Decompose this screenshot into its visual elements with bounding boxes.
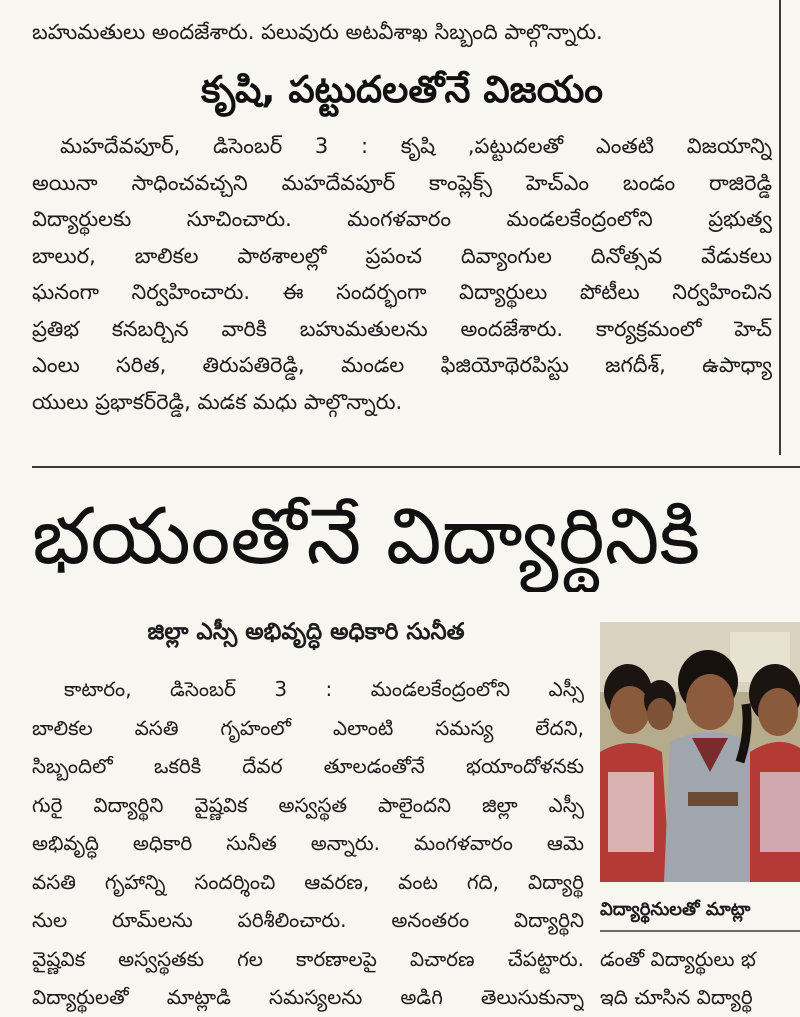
article2-line: కాటారం, డిసెంబర్ 3 : మండలకేంద్రంలోని ఎస్సీ	[64, 677, 584, 701]
article2-headline: భయంతోనే విద్యార్థినికి	[32, 492, 701, 582]
students-photo-illustration	[600, 622, 800, 882]
article2-line: విద్యార్థులతో మాట్లాడి సమస్యలను అడిగి తెలుసుకున్నా	[32, 985, 584, 1009]
article1-line: విద్యార్థులకు సూచించారు. మంగళవారం మండలకేంద్రంలోని ప్రభుత్వ	[32, 207, 772, 231]
article2-line: నుల రూమ్‌లను పరిశీలించారు. అనంతరం విద్యార్థిని	[32, 908, 584, 932]
article1-headline: కృషి, పట్టుదలతోనే విజయం	[200, 68, 604, 111]
article2-line: వైష్ణవిక అస్వస్థతకు గల కారణాలపై విచారణ చేపట్టారు.	[32, 946, 584, 971]
photo-caption: విద్యార్థినులతో మాట్లా	[600, 890, 800, 932]
article1-line: అయినా సాధించవచ్చని మహదేవపూర్ కాంప్లెక్స్ హెచ్‌ఎం బండం రాజిరెడ్డి	[32, 170, 772, 195]
article2-line: బాలికల వసతి గృహంలో ఎలాంటి సమస్య లేదని,	[32, 715, 584, 740]
article2-line: వసతి గృహాన్ని సందర్శించి ఆవరణ, వంట గది, విద్యార్థి	[32, 869, 584, 894]
article2-line: అభివృద్ధి అధికారి సునీత అన్నారు. మంగళవారం ఆమె	[32, 831, 584, 855]
article1-body	[32, 128, 772, 420]
side-column-line: ఇది చూసిన విద్యార్థి	[600, 985, 753, 1009]
article2-line: గురై విద్యార్థిని వైష్ణవిక అస్వస్థత పాలైందని జిల్లా ఎస్సీ	[32, 792, 584, 817]
column-rule	[779, 0, 781, 455]
side-column-line: డంతో విద్యార్థులు భ	[600, 947, 756, 971]
article1-line: ఎంలు సరిత, తిరుపతిరెడ్డి, మండల ఫిజియోథెరపిస్టు జగదీశ్, ఉపాధ్యా	[32, 353, 772, 377]
article2-line: సిబ్బందిలో ఒకరికి దేవర తూలడంతోనే భయాందోళనకు	[32, 754, 584, 778]
section-divider	[32, 466, 800, 468]
article1-line: మహదేవపూర్, డిసెంబర్ 3 : కృషి ,పట్టుదలతో ఎంతటి విజయాన్ని	[60, 134, 772, 158]
article1-line: ఘనంగా నిర్వహించారు. ఈ సందర్భంగా విద్యార్థులు పోటీలు నిర్వహించిన	[32, 280, 772, 304]
article1-line: ప్రతిభ కనబర్చిన వారికి బహుమతులను అందజేశారు. కార్యక్రమంలో హెచ్	[32, 316, 772, 341]
article2-subheading: జిల్లా ఎస్సీ అభివృద్ధి అధికారి సునీత	[147, 619, 465, 645]
article1-line: బాలుర, బాలికల పాఠశాలల్లో ప్రపంచ దివ్యాంగుల దినోత్సవ వేడుకలు	[32, 243, 772, 268]
article2-body	[32, 670, 584, 1017]
article1-line: యులు ప్రభాకర్‌రెడ్డి, మడక మధు పాల్గొన్నారు.	[32, 389, 403, 414]
side-column-body	[600, 940, 800, 1016]
students-photo	[600, 622, 800, 882]
article1-continuation-line: బహుమతులు అందజేశారు. పలువురు అటవీశాఖ సిబ్బంది పాల్గొన్నారు.	[32, 20, 603, 44]
